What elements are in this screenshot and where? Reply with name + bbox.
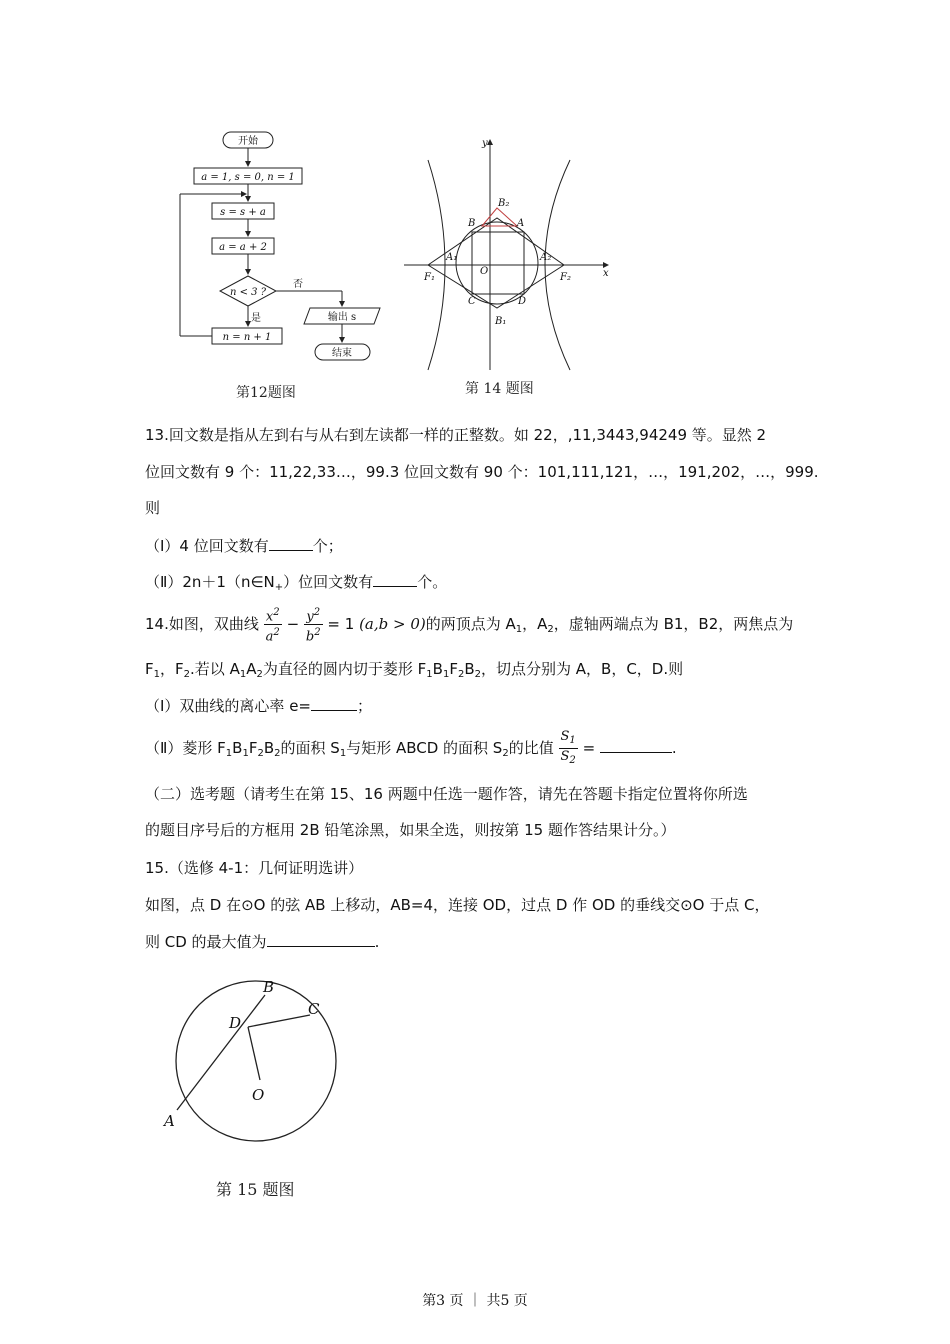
flow-output: 输出 s [327,312,357,323]
flow-increment: n = n + 1 [222,332,272,343]
q13-line-2: 位回文数有 9 个：11,22,33…，99.3 位回文数有 90 个：101,111,121，…，191,202，…，999. [145,463,819,481]
q13-part2-blank [373,572,417,587]
q14-part-1 [145,696,372,716]
label-O: O [480,266,489,277]
flow-condition: n < 3 ? [229,287,267,298]
q14-intro: 14.如图，双曲线 [145,615,259,633]
hyperbola-figure-14 [400,130,620,380]
q14-part2-blank [600,738,672,753]
q13-part1-unit: 个； [312,537,343,555]
flow-yes-label: 是 [251,313,261,324]
q13-part-1 [145,536,343,556]
q14-text-b: ，A [522,615,548,633]
label-A: A [517,218,525,229]
q15-blank [267,932,375,947]
circle-label-A: A [164,1112,175,1130]
q15-line-1: 如图，点 D 在⊙O 的弦 AB 上移动，AB=4，连接 OD，过点 D 作 OD 的垂线交⊙O 于点 C， [145,896,770,914]
flow-end: 结束 [332,348,352,359]
label-A2: A₂ [540,252,552,263]
label-A1: A₁ [446,252,458,263]
q14-equals: = [582,739,596,757]
hyperbola-x-label: x [603,268,609,279]
q14-equals-one: = 1 [327,615,355,633]
q13-line-1: 13.回文数是指从左到右与从右到左读都一样的正整数。如 22，,11,3443,94249 等。显然 2 [145,426,767,444]
flowchart-figure-12 [170,128,400,378]
q13-part1-text: （Ⅰ）4 位回文数有 [145,537,269,555]
label-B2: B₂ [498,198,510,209]
label-B: B [468,218,476,229]
q14-part-2: （Ⅱ）菱形 $F_1B_1F_2B_2$的面积 $S_1$与矩形 ABCD 的面积 $S_2$的比值 $\frac{S_1}{S_2}$ = . [145,729,677,766]
circle-label-B: B [263,978,275,996]
q14-text-c: ，虚轴两端点为 B1，B2，两焦点为 [553,615,794,633]
flow-init: a = 1, s = 0, n = 1 [201,172,295,183]
q14-ratio-frac: $\frac{S_1}{S_2}$ [560,729,576,766]
page-footer: 第3 页 ｜ 共5 页 [422,1293,528,1309]
label-C: C [468,296,476,307]
flow-no-label: 否 [293,279,303,290]
circle-figure-15 [160,975,340,1145]
flow-start: 开始 [238,136,258,147]
q14-line-1: 14.如图，双曲线 $\frac{x^2}{a^2}$ − $\frac{y^2}{b^2}$ = 1 (a,b > 0)的两顶点为 $A_1$，$A_2$，虚轴两端点为 B1，B2，两焦点为 [145,606,794,645]
q14-line-2: $F_1$，$F_2$.若以 $A_1A_2$为直径的圆内切于菱形 $F_1B_1F_2B_2$，切点分别为 A，B，C，D.则 [145,660,684,680]
figure-14-caption: 第 14 题图 [465,381,534,397]
q13-line-3: 则 [145,499,161,517]
q14-frac-y: $\frac{y^2}{b^2}$ [305,606,321,645]
q14-part1-text: （Ⅰ）双曲线的离心率 e= [145,697,311,715]
q13-part2-text: （Ⅱ）2n＋1（n∈N [145,573,275,591]
q14-part1-end: ； [357,697,373,715]
figure-15-caption: 第 15 题图 [216,1180,295,1199]
label-F2: F₂ [560,272,571,283]
q14-frac-x: $\frac{x^2}{a^2}$ [265,606,280,645]
label-F1: F₁ [424,272,435,283]
section2-line-2: 的题目序号后的方框用 2B 铅笔涂黑，如果全选，则按第 15 题作答结果计分。） [145,821,676,839]
q14-part1-blank [311,696,357,711]
circle-label-D: D [229,1014,242,1032]
q13-part2-text-b: ）位回文数有 [283,573,374,591]
q14-condition: (a,b > 0) [359,615,426,633]
label-D: D [518,296,527,307]
q13-part2-unit: 个。 [417,573,448,591]
flow-step-a: a = a + 2 [219,242,267,253]
circle-label-O: O [252,1086,265,1104]
figure-12-caption: 第12题图 [236,385,296,401]
q14-text-a: 的两顶点为 A [425,615,516,633]
q15-line-2: 则 CD 的最大值为 . [145,933,380,951]
hyperbola-y-label: y [482,138,488,149]
q15-title: 15.（选修 4-1：几何证明选讲） [145,859,364,877]
q13-part2-sub: + [274,582,284,593]
label-B1: B₁ [495,316,507,327]
circle-label-C: C [308,1000,320,1018]
q13-part-2 [145,572,447,598]
q13-part1-blank [269,536,313,551]
q14-minus: − [286,615,300,633]
flow-step-s: s = s + a [220,207,266,218]
section2-line-1: （二）选考题（请考生在第 15、16 两题中任选一题作答，请先在答题卡指定位置将你所选 [145,785,748,803]
